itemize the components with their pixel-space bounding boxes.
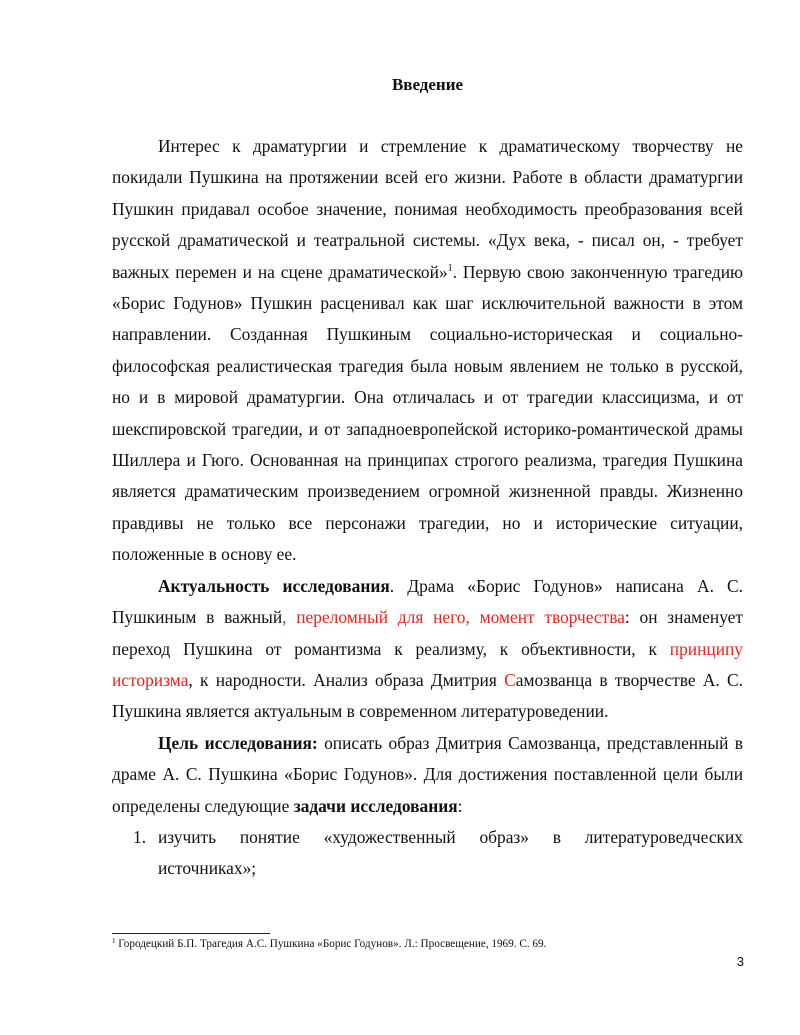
list-item-text: изучить понятие «художественный образ» в литературоведческих источниках»; [158, 826, 743, 879]
body-text [112, 131, 743, 885]
list-item-number: 1. [133, 826, 147, 847]
list-item [112, 822, 743, 885]
relevance-heading: Актуальность исследования [158, 575, 390, 596]
page-number: 3 [736, 954, 744, 969]
relevance-text-3: , к народности. Анализ образа Дмитрия [188, 669, 505, 690]
footnote-number: 1 [112, 937, 116, 945]
intro-text-part1: Интерес к драматургии и стремление к драматическому творчеству не покидали Пушкина на протяжении всей его жизни. Работе в области драматургии Пушкин придавал особое значение, понимая необходимость преобразования всей русской драматической и театральной системы. «Дух века, - писал он, - требует важных перемен и на сцене драматической» [112, 136, 743, 282]
intro-text-part2: . Первую свою законченную трагедию «Борис Годунов» Пушкин расценивал как шаг исключительной важности в этом направлении. Созданная Пушкиным социально-историческая и социально-философская реалистическая трагедия была новым явлением не только в русской, но и в мировой драматургии. Она отличалась и от трагедии классицизма, и от шекспировской трагедии, и от западноевропейской историко-романтической драмы Шиллера и Гюго. Основанная на принципах строгого реализма, трагедия Пушкина является драматическим произведением огромной жизненной правды. Жизненно правдивы не только все персонажи трагедии, но и исторические ситуации, положенные в основу ее. [112, 261, 743, 565]
relevance-text-1: . Драма «Борис Годунов» написана А. С. Пушкиным в важный [112, 575, 743, 628]
paragraph-goal [112, 728, 743, 822]
footnote-text: Городецкий Б.П. Трагедия А.С. Пушкина «Борис Годунов». Л.: Просвещение, 1969. С. 69. [115, 938, 547, 950]
paragraph-relevance [112, 571, 743, 728]
highlighted-phrase-turning-point: , переломный для него, момент творчества [282, 607, 625, 628]
goal-heading: Цель исследования: [158, 732, 318, 753]
page-title: Введение [391, 75, 464, 94]
goal-text-2: : [457, 795, 463, 816]
footnote-reference[interactable]: 1 [447, 262, 453, 274]
goal-text-1: описать образ Дмитрия Самозванца, представленный в драме А. С. Пушкина «Борис Годунов». Для достижения поставленной цели были определены следующие [112, 732, 744, 816]
highlighted-phrase-historicism: принципу историзма [112, 638, 743, 690]
highlighted-letter: С [504, 669, 516, 690]
footnote-separator [112, 933, 270, 934]
relevance-text-2: : он знаменует переход Пушкина от романтизма к реализму, к объективности, к [112, 607, 743, 659]
relevance-text-4: амозванца в творчестве А. С. Пушкина является актуальным в современном литературоведении. [112, 669, 743, 722]
tasks-list [112, 822, 743, 885]
tasks-heading: задачи исследования [293, 795, 458, 816]
paragraph-intro [112, 131, 743, 571]
footnote [112, 937, 752, 951]
